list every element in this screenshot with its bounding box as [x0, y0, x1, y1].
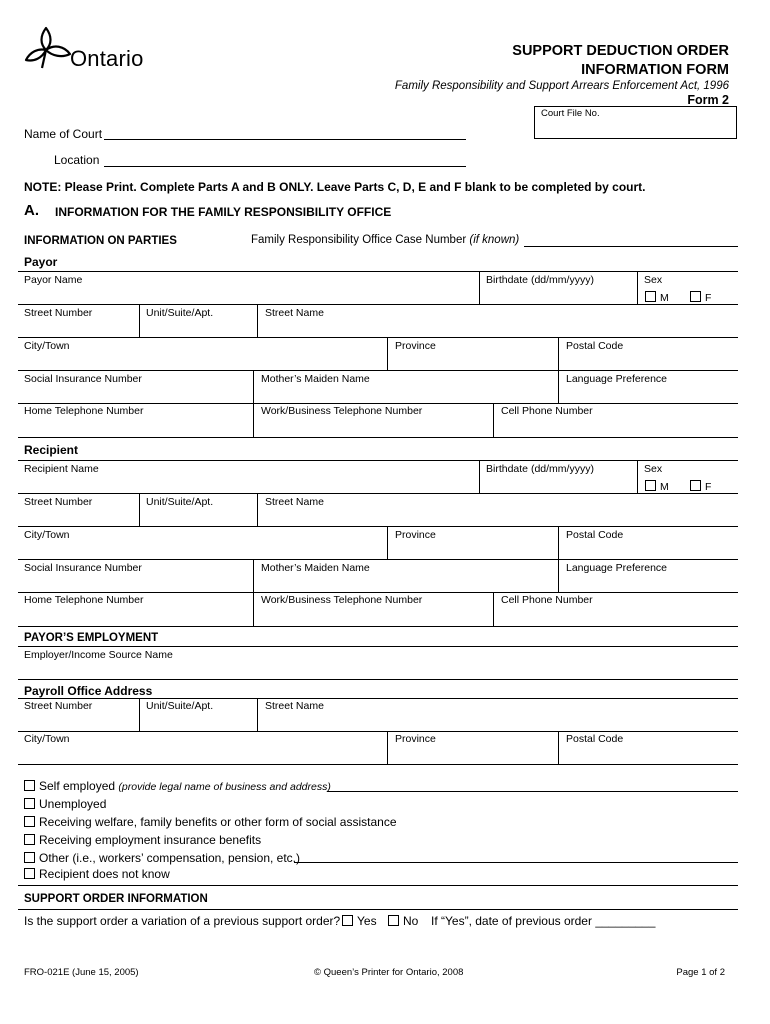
payroll-postal-cell[interactable]: Postal Code	[566, 733, 624, 745]
payor-sex-m[interactable]	[645, 291, 669, 304]
variation-yes[interactable]	[342, 914, 377, 928]
form-title-line1: SUPPORT DEDUCTION ORDER	[512, 43, 729, 59]
location-label: Location	[54, 153, 100, 167]
section-a-letter: A.	[24, 202, 39, 219]
recipient-sex-m[interactable]	[645, 480, 669, 493]
payor-street-number-cell[interactable]: Street Number	[24, 307, 93, 319]
recipient-sex-f[interactable]	[690, 480, 711, 493]
payor-work-tel-cell[interactable]: Work/Business Telephone Number	[261, 405, 423, 417]
payor-sex-f-label: F	[705, 292, 712, 304]
page-number: Page 1 of 2	[676, 967, 725, 978]
court-file-label: Court File No.	[541, 108, 600, 119]
recipient-postal-cell[interactable]: Postal Code	[566, 529, 624, 541]
welfare-label: Receiving welfare, family benefits or other form of social assistance	[39, 815, 397, 829]
recipient-city-cell[interactable]: City/Town	[24, 529, 70, 541]
fro-case-note: (if known)	[469, 234, 520, 246]
payor-heading: Payor	[24, 255, 58, 269]
checkbox-icon	[24, 834, 35, 845]
employer-name-cell[interactable]: Employer/Income Source Name	[24, 649, 173, 661]
trillium-icon	[24, 24, 72, 72]
recipient-sex-f-label: F	[705, 481, 712, 493]
checkbox-icon	[24, 798, 35, 809]
form-title-line2: INFORMATION FORM	[581, 62, 729, 78]
payroll-unit-cell[interactable]: Unit/Suite/Apt.	[146, 700, 214, 712]
payor-birthdate-cell[interactable]: Birthdate (dd/mm/yyyy)	[486, 274, 594, 286]
recipient-unit-cell[interactable]: Unit/Suite/Apt.	[146, 496, 214, 508]
variation-no-label: No	[403, 914, 419, 928]
checkbox-icon	[342, 915, 353, 926]
payor-cell-tel-cell[interactable]: Cell Phone Number	[501, 405, 593, 417]
other-field[interactable]	[294, 862, 738, 863]
print-note: NOTE: Please Print. Complete Parts A and B ONLY. Leave Parts C, D, E and F blank to be completed by court.	[24, 180, 646, 194]
recipient-birthdate-cell[interactable]: Birthdate (dd/mm/yyyy)	[486, 463, 594, 475]
recipient-province-cell[interactable]: Province	[395, 529, 436, 541]
recipient-sex-label: Sex	[644, 463, 663, 475]
payor-sin-cell[interactable]: Social Insurance Number	[24, 373, 142, 385]
self-employed-note: (provide legal name of business and address)	[118, 781, 331, 793]
fro-case-field[interactable]	[524, 246, 738, 247]
recipient-street-number-cell[interactable]: Street Number	[24, 496, 93, 508]
recipient-name-cell[interactable]: Recipient Name	[24, 463, 99, 475]
court-name-label: Name of Court	[24, 127, 103, 141]
checkbox-icon	[24, 852, 35, 863]
checkbox-icon	[645, 291, 656, 302]
previous-order-date-label: If “Yes”, date of previous order	[431, 914, 592, 928]
previous-order-date[interactable]	[431, 914, 655, 928]
recipient-work-tel-cell[interactable]: Work/Business Telephone Number	[261, 594, 423, 606]
form-number: Form 2	[687, 93, 729, 107]
payor-sex-label: Sex	[644, 274, 663, 286]
payor-sex-f[interactable]	[690, 291, 711, 304]
other-label: Other (i.e., workers’ compensation, pension, etc.)	[39, 851, 300, 865]
fro-case-label	[251, 234, 519, 246]
employment-heading: PAYOR’S EMPLOYMENT	[24, 632, 159, 644]
payor-city-cell[interactable]: City/Town	[24, 340, 70, 352]
recipient-cell-tel-cell[interactable]: Cell Phone Number	[501, 594, 593, 606]
payroll-province-cell[interactable]: Province	[395, 733, 436, 745]
payor-street-name-cell[interactable]: Street Name	[265, 307, 324, 319]
payroll-heading: Payroll Office Address	[24, 684, 153, 698]
checkbox-icon	[24, 816, 35, 827]
option-recipient-unknown[interactable]	[24, 867, 170, 881]
recipient-sex-m-label: M	[660, 481, 669, 493]
ei-label: Receiving employment insurance benefits	[39, 833, 262, 847]
self-employed-field[interactable]	[327, 791, 738, 792]
self-employed-label: Self employed	[39, 779, 116, 793]
payroll-city-cell[interactable]: City/Town	[24, 733, 70, 745]
unemployed-label: Unemployed	[39, 797, 107, 811]
recipient-heading: Recipient	[24, 443, 79, 457]
option-self-employed[interactable]	[24, 779, 331, 793]
payor-home-tel-cell[interactable]: Home Telephone Number	[24, 405, 144, 417]
variation-no[interactable]	[388, 914, 418, 928]
ontario-wordmark: Ontario	[70, 46, 144, 71]
option-other[interactable]	[24, 851, 300, 865]
checkbox-icon	[24, 780, 35, 791]
court-name-field[interactable]	[104, 139, 466, 140]
checkbox-icon	[690, 291, 701, 302]
recipient-unknown-label: Recipient does not know	[39, 867, 170, 881]
payor-sex-m-label: M	[660, 292, 669, 304]
option-unemployed[interactable]	[24, 797, 106, 811]
recipient-street-name-cell[interactable]: Street Name	[265, 496, 324, 508]
recipient-home-tel-cell[interactable]: Home Telephone Number	[24, 594, 144, 606]
act-name: Family Responsibility and Support Arrears Enforcement Act, 1996	[394, 80, 729, 92]
variation-question: Is the support order a variation of a previous support order?	[24, 914, 341, 928]
parties-heading: INFORMATION ON PARTIES	[24, 235, 177, 247]
payor-language-cell[interactable]: Language Preference	[566, 373, 667, 385]
recipient-sin-cell[interactable]: Social Insurance Number	[24, 562, 142, 574]
form-code: FRO-021E (June 15, 2005)	[24, 967, 139, 978]
recipient-maiden-cell[interactable]: Mother’s Maiden Name	[261, 562, 370, 574]
payor-unit-cell[interactable]: Unit/Suite/Apt.	[146, 307, 214, 319]
variation-yes-label: Yes	[357, 914, 377, 928]
checkbox-icon	[690, 480, 701, 491]
recipient-language-cell[interactable]: Language Preference	[566, 562, 667, 574]
court-file-box[interactable]	[534, 106, 737, 139]
section-a-title: INFORMATION FOR THE FAMILY RESPONSIBILITY OFFICE	[55, 205, 392, 219]
checkbox-icon	[388, 915, 399, 926]
checkbox-icon	[645, 480, 656, 491]
payor-name-cell[interactable]: Payor Name	[24, 274, 83, 286]
support-order-heading: SUPPORT ORDER INFORMATION	[24, 893, 208, 905]
checkbox-icon	[24, 868, 35, 879]
payroll-street-number-cell[interactable]: Street Number	[24, 700, 93, 712]
fro-case-label-text: Family Responsibility Office Case Number	[251, 234, 467, 246]
copyright: © Queen’s Printer for Ontario, 2008	[314, 967, 464, 978]
location-field[interactable]	[104, 166, 466, 167]
payroll-street-name-cell[interactable]: Street Name	[265, 700, 324, 712]
previous-order-date-blank: _________	[595, 914, 656, 928]
option-ei[interactable]	[24, 833, 261, 847]
option-welfare[interactable]	[24, 815, 397, 829]
payor-postal-cell[interactable]: Postal Code	[566, 340, 624, 352]
ontario-logo	[24, 24, 164, 74]
payor-maiden-cell[interactable]: Mother’s Maiden Name	[261, 373, 370, 385]
payor-province-cell[interactable]: Province	[395, 340, 436, 352]
